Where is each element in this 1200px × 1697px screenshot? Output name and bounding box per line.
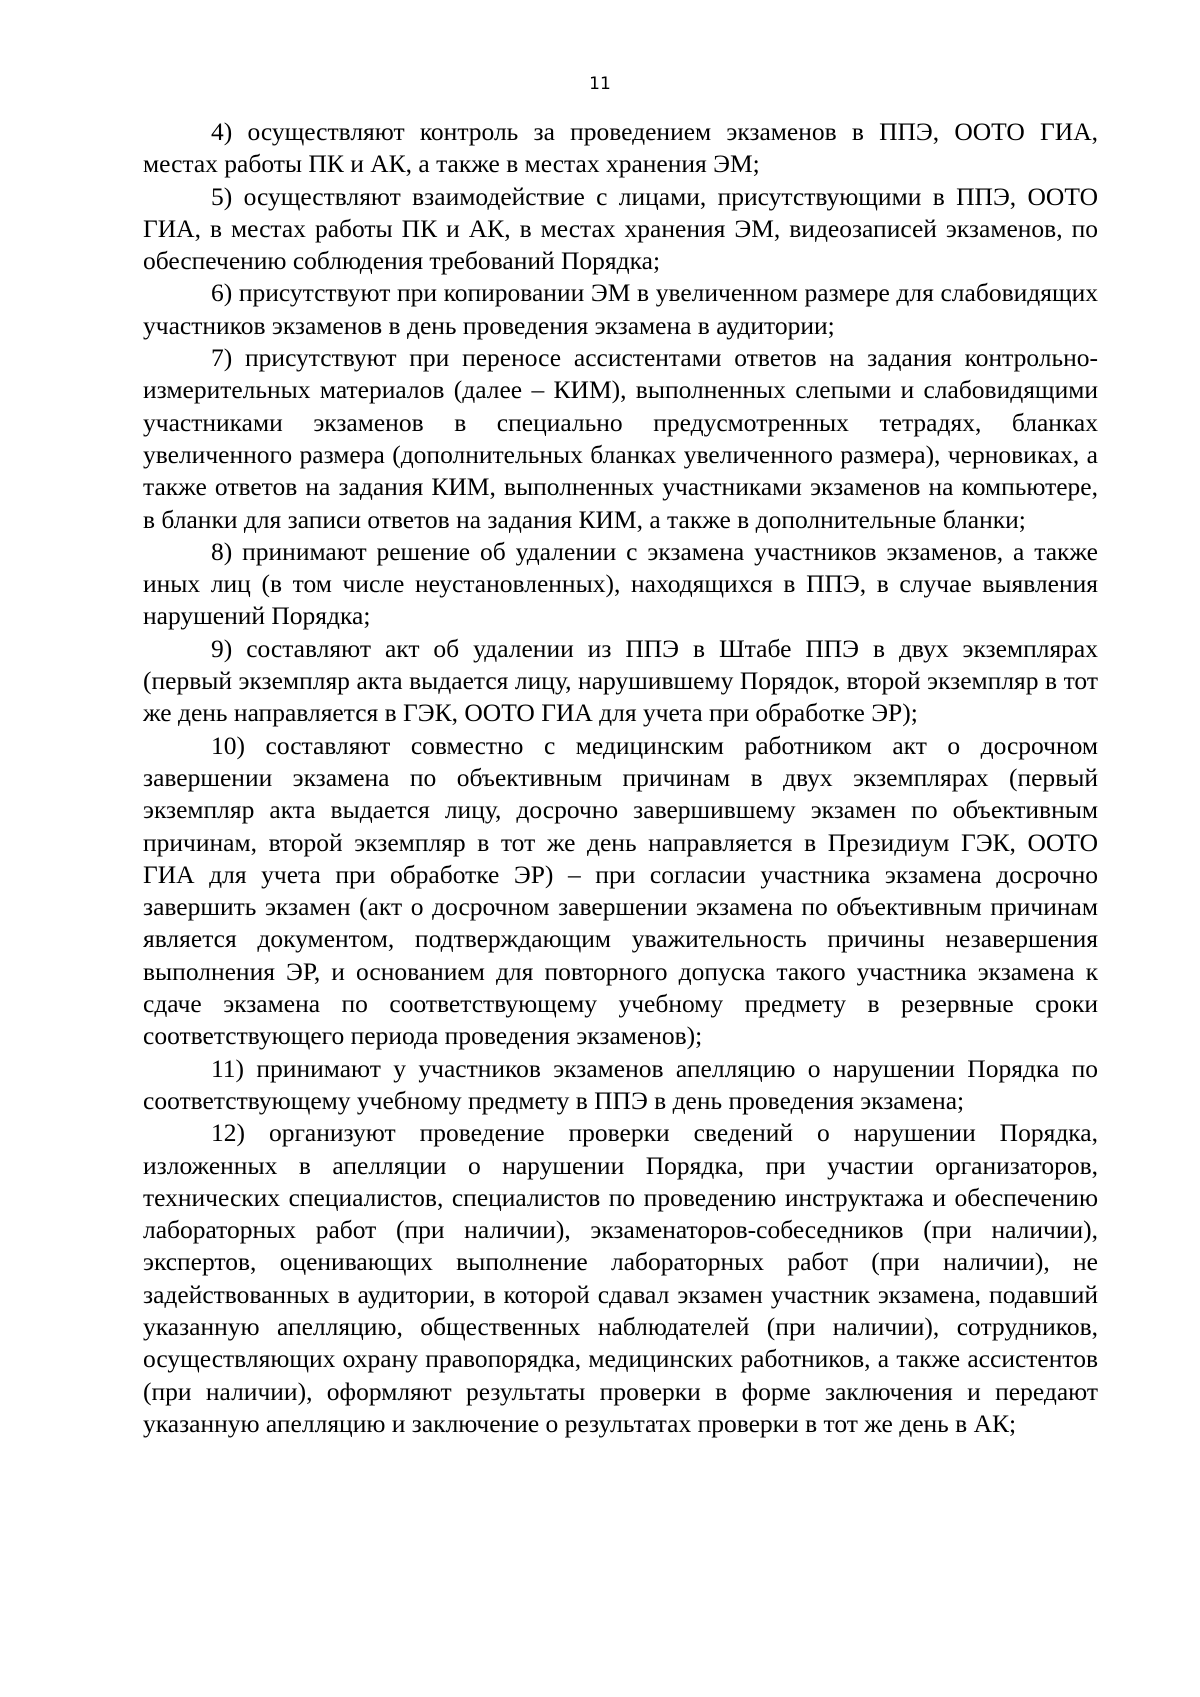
list-item-11: 11) принимают у участников экзаменов апелляцию о нарушении Порядка по соответствующему учебному предмету в ППЭ в день проведения экзамена; xyxy=(143,1053,1098,1115)
list-item-5: 5) осуществляют взаимодействие с лицами, присутствующими в ППЭ, ООТО ГИА, в местах работы ПК и АК, в местах хранения ЭМ, видеозаписей экзаменов, по обеспечению соблюдения требований Порядка; xyxy=(143,181,1098,276)
list-item-4: 4) осуществляют контроль за проведением экзаменов в ППЭ, ООТО ГИА, местах работы ПК и АК, а также в местах хранения ЭМ; xyxy=(143,117,1098,179)
list-item-10: 10) составляют совместно с медицинским работником акт о досрочном завершении экзамена по объективным причинам в двух экземплярах (первый экземпляр акта выдается лицу, досрочно завершившему экзамен по объективным причинам, второй экземпляр в тот же день направляется в Президиум ГЭК, ООТО ГИА для учета при обработке ЭР) – при согласии участника экзамена досрочно завершить экзамен (акт о досрочном завершении экзамена по объективным причинам является документом, подтверждающим уважительность причины незавершения выполнения ЭР, и основанием для повторного допуска такого участника экзамена к сдаче экзамена по соответствующему учебному предмету в резервные сроки соответствующего периода проведения экзаменов); xyxy=(143,730,1098,1051)
page-number: 11 xyxy=(589,74,611,94)
list-item-7: 7) присутствуют при переносе ассистентами ответов на задания контрольно-измерительных материалов (далее – КИМ), выполненных слепыми и слабовидящими участниками экзаменов в специально предусмотренных тетрадях, бланках увеличенного размера (дополнительных бланках увеличенного размера), черновиках, а также ответов на задания КИМ, выполненных участниками экзаменов на компьютере, в бланки для записи ответов на задания КИМ, а также в дополнительные бланки; xyxy=(143,343,1098,534)
list-item-6: 6) присутствуют при копировании ЭМ в увеличенном размере для слабовидящих участников экзаменов в день проведения экзамена в аудитории; xyxy=(143,278,1098,340)
list-item-9: 9) составляют акт об удалении из ППЭ в Штабе ППЭ в двух экземплярах (первый экземпляр акта выдается лицу, нарушившему Порядок, второй экземпляр в тот же день направляется в ГЭК, ООТО ГИА для учета при обработке ЭР); xyxy=(143,633,1098,728)
list-item-12: 12) организуют проведение проверки сведений о нарушении Порядка, изложенных в апелляции о нарушении Порядка, при участии организаторов, технических специалистов, специалистов по проведению инструктажа и обеспечению лабораторных работ (при наличии), экзаменаторов-собеседников (при наличии), экспертов, оценивающих выполнение лабораторных работ (при наличии), не задействованных в аудитории, в которой сдавал экзамен участник экзамена, подавший указанную апелляцию, общественных наблюдателей (при наличии), сотрудников, осуществляющих охрану правопорядка, медицинских работников, а также ассистентов (при наличии), оформляют результаты проверки в форме заключения и передают указанную апелляцию и заключение о результатах проверки в тот же день в АК; xyxy=(143,1118,1098,1438)
document-body xyxy=(143,116,1098,1440)
list-item-8: 8) принимают решение об удалении с экзамена участников экзаменов, а также иных лиц (в том числе неустановленных), находящихся в ППЭ, в случае выявления нарушений Порядка; xyxy=(143,536,1098,631)
